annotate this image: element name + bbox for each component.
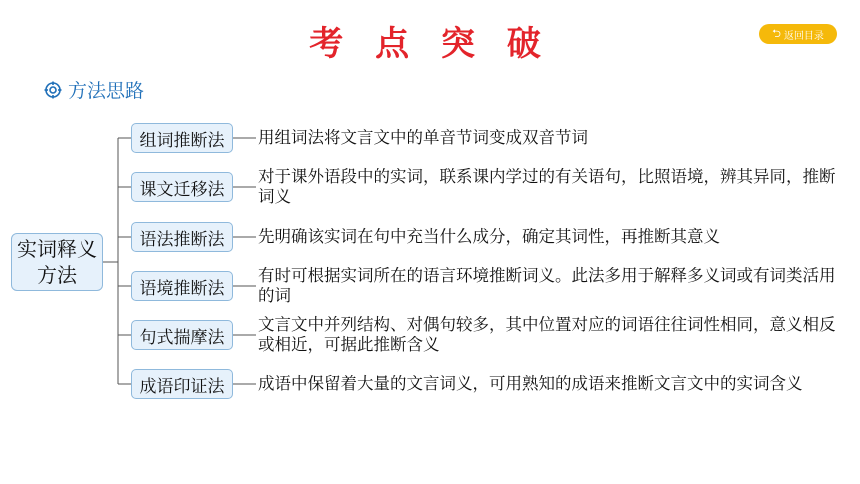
- method-node: 成语印证法: [131, 369, 233, 399]
- method-description: 成语中保留着大量的文言词义，可用熟知的成语来推断文言文中的实词含义: [258, 374, 803, 393]
- method-description: 文言文中并列结构、对偶句较多，其中位置对应的词语往往词性相同，意义相反或相近，可据此推断含义: [258, 315, 836, 354]
- return-arrow-icon: ⮌: [772, 26, 781, 40]
- method-description: 有时可根据实词所在的语言环境推断词义。此法多用于解释多义词或有词类活用的词: [258, 266, 836, 305]
- section-label: 方法思路: [68, 80, 145, 102]
- method-node: 课文迁移法: [131, 172, 233, 202]
- method-description: 对于课外语段中的实词，联系课内学过的有关语句，比照语境，辨其异同，推断词义: [258, 167, 836, 206]
- method-node: 语境推断法: [131, 271, 233, 301]
- back-button-label: 返回目录: [783, 30, 824, 42]
- mindmap-root: 实词释义方法: [11, 233, 103, 291]
- method-description: 先明确该实词在句中充当什么成分，确定其词性，再推断其意义: [258, 227, 720, 246]
- method-description: 用组词法将文言文中的单音节词变成双音节词: [258, 128, 588, 147]
- method-node: 语法推断法: [131, 222, 233, 252]
- method-node: 组词推断法: [131, 123, 233, 153]
- method-node: 句式揣摩法: [131, 320, 233, 350]
- page-title: 考 点 突 破: [309, 24, 551, 64]
